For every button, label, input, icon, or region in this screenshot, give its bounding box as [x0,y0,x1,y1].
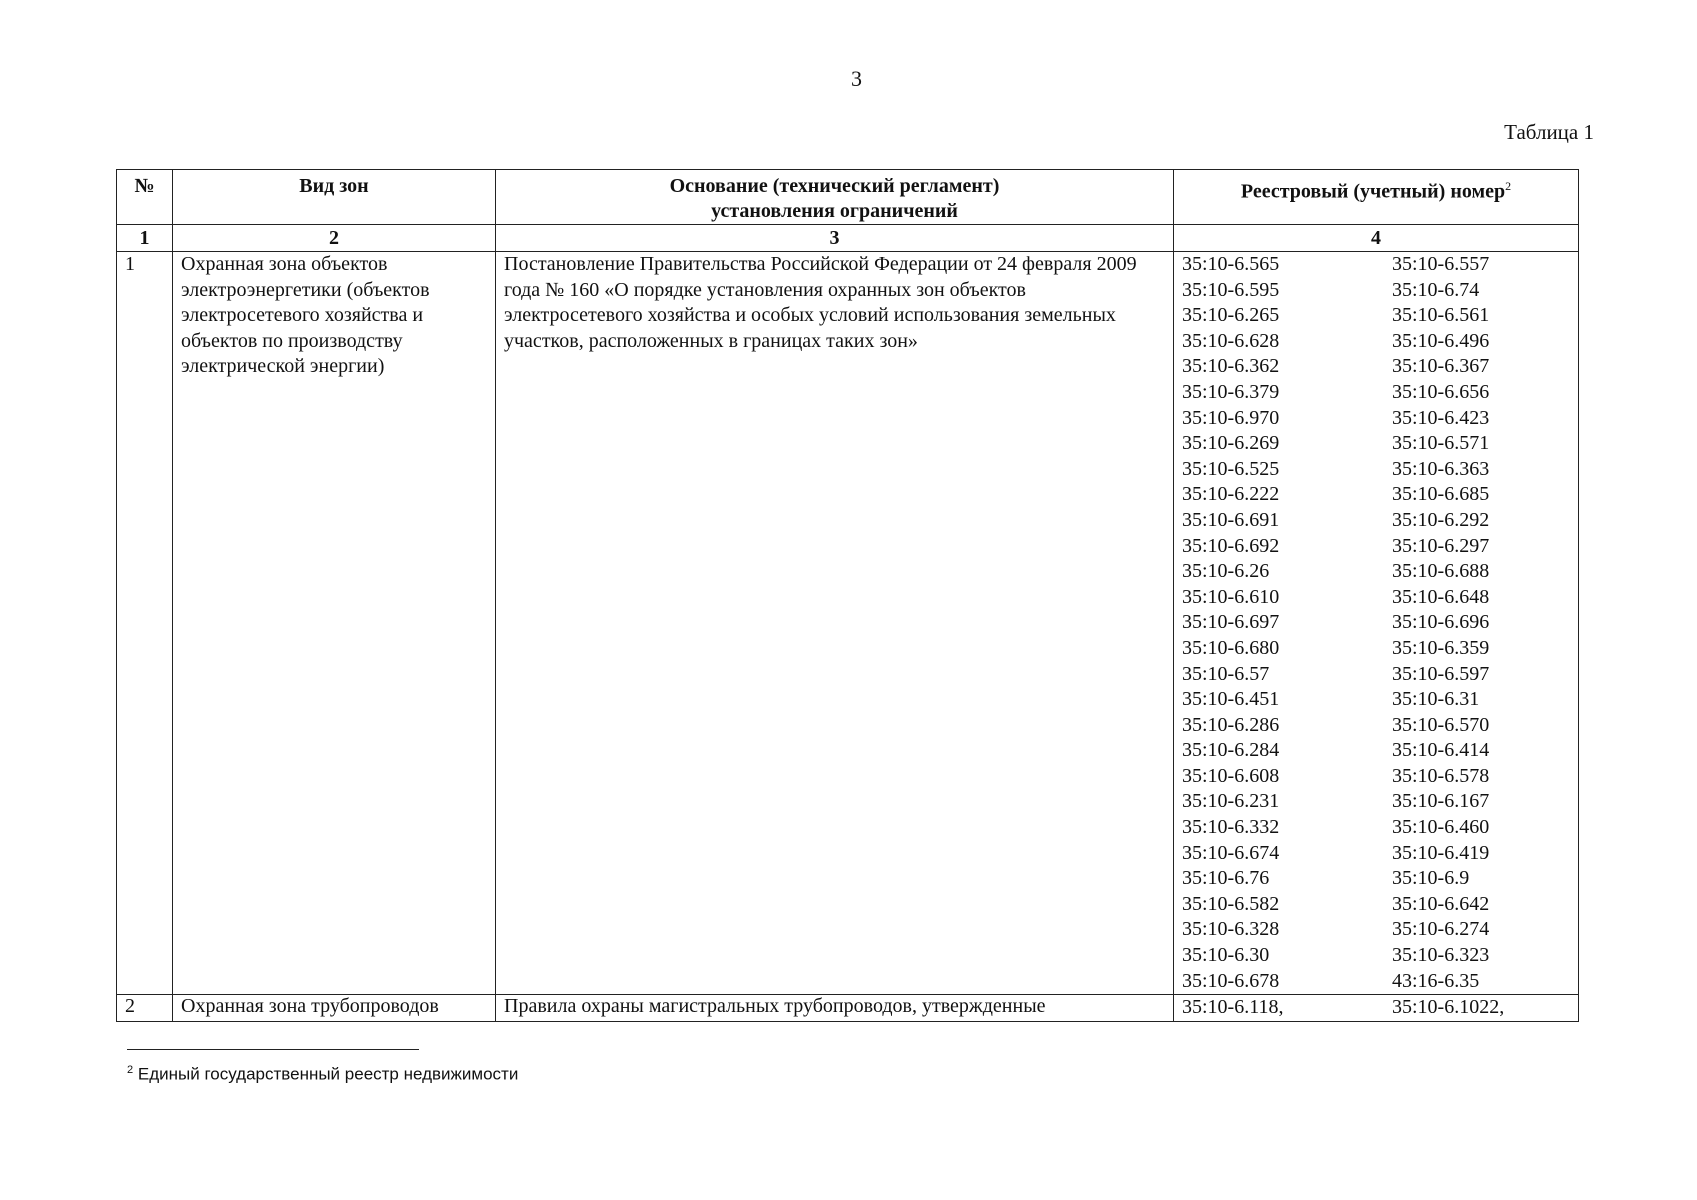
registry-code: 35:10-6.496 [1392,329,1490,352]
header-zone-type: Вид зон [173,170,496,225]
registry-codes-list [1182,252,1570,994]
registry-code: 35:10-6.561 [1392,304,1490,327]
registry-code: 35:10-6.570 [1392,713,1490,736]
registry-code: 35:10-6.674 [1182,841,1280,864]
registry-codes-cell [1174,252,1579,995]
registry-code: 35:10-6.332 [1182,816,1280,839]
registry-code: 35:10-6.297 [1392,534,1490,557]
header-registry-footnote-mark: 2 [1505,179,1512,193]
registry-code: 35:10-6.414 [1392,739,1490,762]
registry-code: 35:10-6.582 [1182,892,1280,915]
column-number: 3 [496,225,1174,252]
footnote-divider [127,1049,419,1050]
registry-code: 35:10-6.76 [1182,867,1270,890]
registry-code: 35:10-6.970 [1182,406,1280,429]
registry-code: 35:10-6.557 [1392,253,1490,275]
registry-codes-cell [1174,995,1579,1022]
registry-codes-list [1182,995,1570,1021]
registry-code: 35:10-6.367 [1392,355,1490,378]
column-number: 4 [1174,225,1579,252]
footnote [127,1064,518,1085]
basis-cell: Правила охраны магистральных трубопроводов, утвержденные [496,995,1174,1022]
registry-code: 35:10-6.274 [1392,918,1490,941]
registry-code: 35:10-6.610 [1182,585,1280,608]
registry-code: 35:10-6.118, [1182,996,1284,1019]
registry-code: 35:10-6.697 [1182,611,1280,634]
column-number: 2 [173,225,496,252]
registry-code: 35:10-6.565 [1182,253,1280,275]
registry-code: 35:10-6.9 [1392,867,1470,890]
registry-code: 35:10-6.1022, [1392,996,1505,1019]
registry-code: 35:10-6.379 [1182,380,1280,403]
column-number: 1 [117,225,173,252]
registry-code: 35:10-6.608 [1182,764,1280,787]
column-number-row [117,225,1579,252]
registry-code: 35:10-6.678 [1182,969,1280,992]
registry-code: 35:10-6.286 [1182,713,1280,736]
restrictions-table [116,169,1579,1022]
registry-code: 35:10-6.460 [1392,816,1490,839]
registry-code: 35:10-6.597 [1392,662,1490,685]
registry-code: 35:10-6.688 [1392,560,1490,583]
registry-code: 35:10-6.284 [1182,739,1280,762]
zone-type-cell: Охранная зона трубопроводов [173,995,496,1022]
registry-code: 35:10-6.167 [1392,790,1490,813]
registry-code: 35:10-6.451 [1182,688,1280,711]
table-caption: Таблица 1 [1504,120,1594,144]
registry-code: 35:10-6.656 [1392,380,1490,403]
registry-code: 35:10-6.419 [1392,841,1490,864]
registry-code: 35:10-6.231 [1182,790,1280,813]
table-row [117,252,1579,995]
registry-code: 35:10-6.30 [1182,944,1270,967]
registry-code: 35:10-6.680 [1182,636,1280,659]
row-number: 2 [117,995,173,1022]
registry-code: 35:10-6.692 [1182,534,1280,557]
zone-type-cell: Охранная зона объектов электроэнергетики (объектов электросетевого хозяйства и объектов по производству электрической энергии) [173,252,496,995]
registry-code: 35:10-6.57 [1182,662,1270,685]
table-header-row [117,170,1579,225]
footnote-mark: 2 [127,1064,134,1076]
page-number: 3 [851,66,862,91]
registry-code: 35:10-6.696 [1392,611,1490,634]
registry-code: 35:10-6.292 [1392,508,1490,531]
footnote-text: Единый государственный реестр недвижимости [137,1064,519,1084]
registry-code: 35:10-6.595 [1182,278,1280,301]
registry-code: 35:10-6.74 [1392,278,1480,301]
registry-code: 35:10-6.265 [1182,304,1280,327]
table-row [117,995,1579,1022]
registry-code: 35:10-6.362 [1182,355,1280,378]
row-number: 1 [117,252,173,995]
registry-code: 35:10-6.359 [1392,636,1490,659]
basis-cell: Постановление Правительства Российской Федерации от 24 февраля 2009 года № 160 «О порядке установления охранных зон объектов электросетевого хозяйства и особых условий использования земельных участков, расположенных в границах таких зон» [496,252,1174,995]
registry-code: 35:10-6.628 [1182,329,1280,352]
registry-code: 35:10-6.525 [1182,457,1280,480]
registry-code: 35:10-6.328 [1182,918,1280,941]
registry-code: 35:10-6.26 [1182,560,1270,583]
registry-code: 35:10-6.31 [1392,688,1480,711]
registry-code: 35:10-6.685 [1392,483,1490,506]
header-registry [1174,170,1579,225]
registry-code: 35:10-6.648 [1392,585,1490,608]
registry-code: 35:10-6.269 [1182,432,1280,455]
registry-code: 35:10-6.363 [1392,457,1490,480]
registry-code: 35:10-6.691 [1182,508,1280,531]
header-basis [496,170,1174,225]
registry-code: 35:10-6.222 [1182,483,1280,506]
header-num: № [117,170,173,225]
registry-code: 35:10-6.423 [1392,406,1490,429]
header-registry-label: Реестровый (учетный) номер [1240,180,1506,203]
header-basis-line1: Основание (технический регламент) [669,175,1000,197]
registry-code: 35:10-6.323 [1392,944,1490,967]
header-basis-line2: установления ограничений [711,200,958,222]
registry-code: 35:10-6.571 [1392,432,1490,455]
registry-code: 43:16-6.35 [1392,969,1480,992]
registry-code: 35:10-6.642 [1392,892,1490,915]
registry-code: 35:10-6.578 [1392,764,1490,787]
